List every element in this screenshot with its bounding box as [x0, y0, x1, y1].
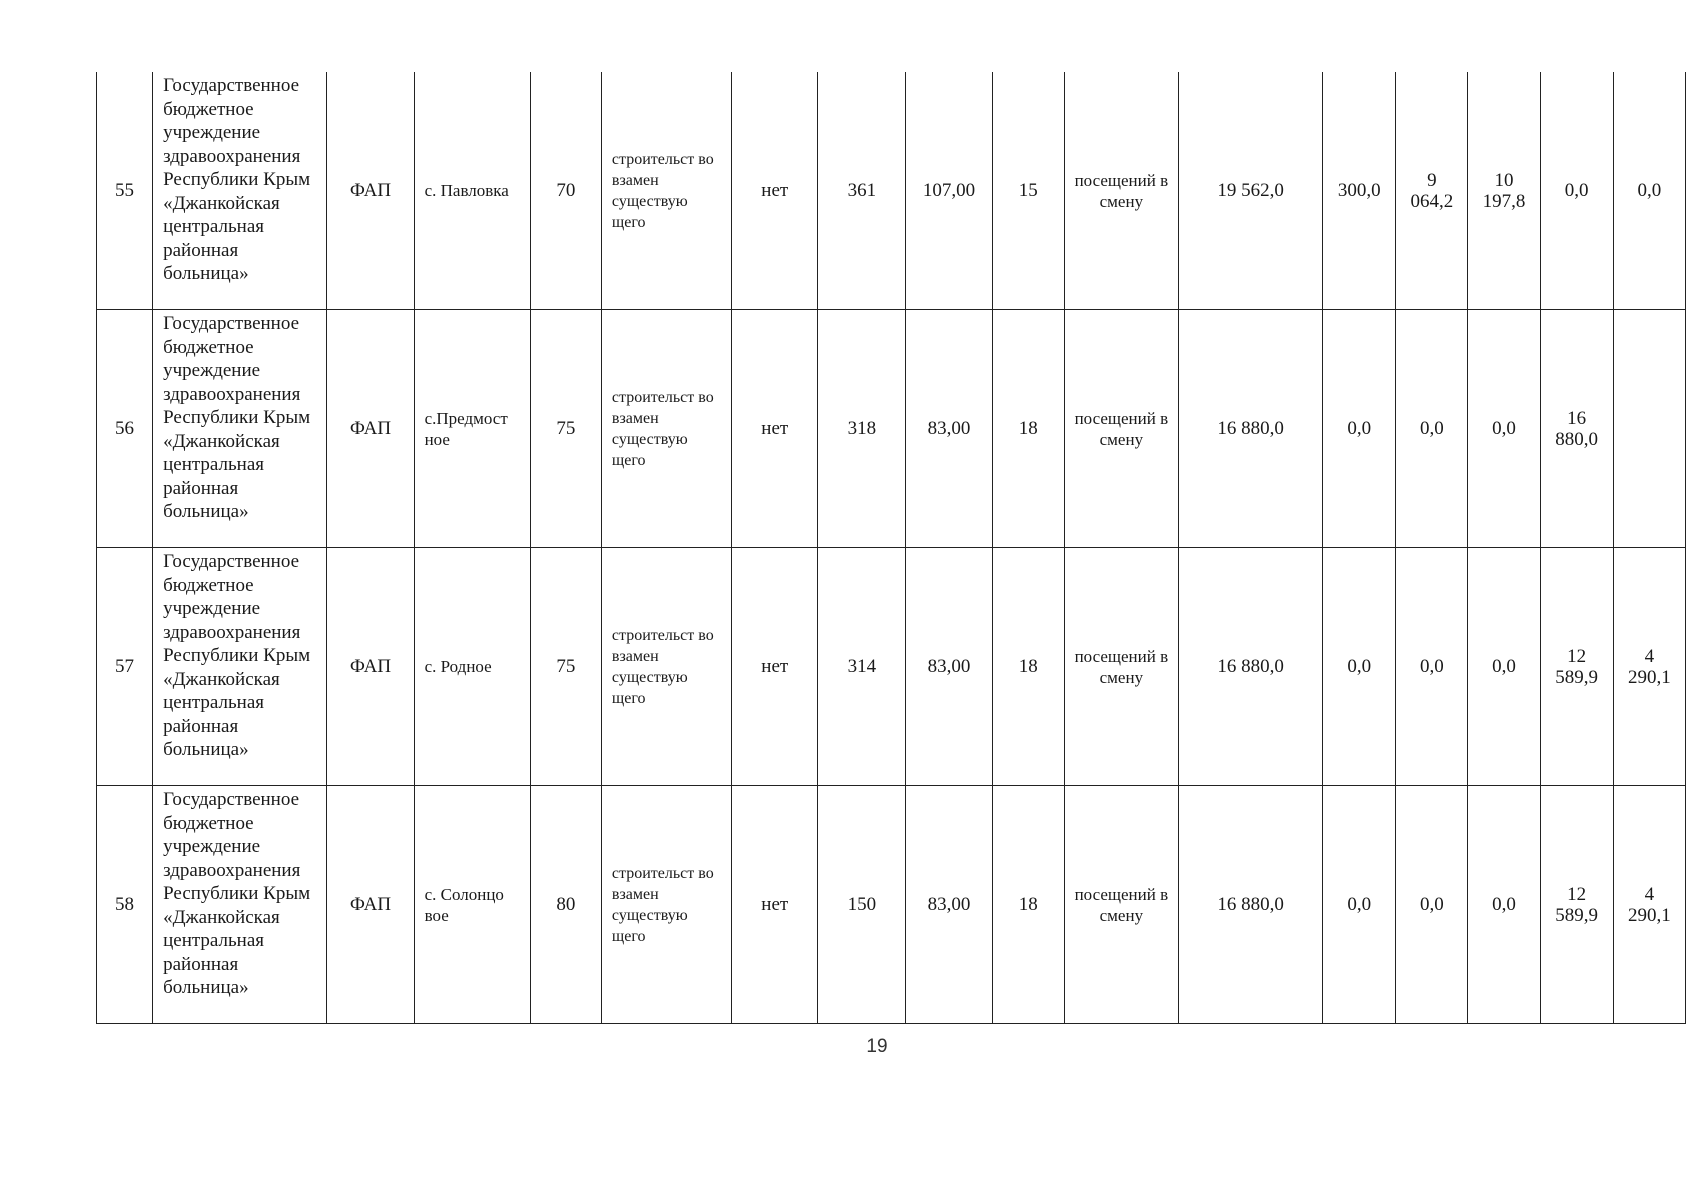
- table-row: [97, 72, 1686, 310]
- capacity-cell: [530, 786, 601, 1024]
- population-cell: [818, 548, 906, 786]
- facility-type-cell: [327, 548, 414, 786]
- population-cell-text: 314: [847, 656, 877, 677]
- existing-cell-text: нет: [761, 656, 789, 677]
- work-type-cell: [601, 786, 731, 1024]
- year-3-value-cell-text: 10 197,8: [1482, 169, 1526, 212]
- table-row: [97, 548, 1686, 786]
- row-number-cell-text: 57: [115, 656, 135, 677]
- capacity-cell: [530, 310, 601, 548]
- year-1-value-cell: [1323, 548, 1396, 786]
- total-cost-cell-text: 19 562,0: [1217, 180, 1284, 201]
- area-cell: [906, 548, 992, 786]
- year-2-value-cell-text: 0,0: [1420, 894, 1444, 915]
- visits-cell-text: 15: [1018, 180, 1038, 201]
- capacity-cell: [530, 72, 601, 310]
- year-3-value-cell: [1468, 310, 1540, 548]
- year-4-value-cell-text: 0,0: [1564, 180, 1589, 201]
- year-2-value-cell-text: 9 064,2: [1410, 169, 1454, 212]
- year-1-value-cell-text: 0,0: [1347, 418, 1372, 439]
- facility-type-cell-text: ФАП: [349, 418, 392, 439]
- year-5-value-cell: [1613, 548, 1685, 786]
- capacity-cell-text: 70: [556, 180, 576, 201]
- population-cell-text: 318: [847, 418, 877, 439]
- year-5-value-cell: [1613, 310, 1685, 548]
- work-type-cell: [601, 548, 731, 786]
- work-type-cell-text: строительст во взамен существую щего: [611, 388, 714, 469]
- location-cell: [414, 72, 530, 310]
- year-3-value-cell-text: 0,0: [1492, 656, 1516, 677]
- capacity-cell-text: 75: [556, 418, 576, 439]
- existing-cell-text: нет: [761, 894, 789, 915]
- location-cell-text: с. Солонцо вое: [424, 884, 504, 925]
- visits-cell: [992, 786, 1064, 1024]
- year-2-value-cell: [1396, 310, 1468, 548]
- facility-type-cell-text: ФАП: [349, 180, 392, 201]
- organization-cell-text: Государственное бюджетное учреждение здравоохранения Республики Крым «Джанкойская центральная районная больница»: [163, 789, 311, 998]
- year-2-value-cell: [1396, 72, 1468, 310]
- total-cost-cell: [1178, 72, 1322, 310]
- organization-cell: [153, 72, 327, 310]
- existing-cell: [732, 310, 818, 548]
- facilities-table: [96, 72, 1686, 1024]
- organization-cell-text: Государственное бюджетное учреждение здравоохранения Республики Крым «Джанкойская центральная районная больница»: [163, 75, 311, 284]
- organization-cell-text: Государственное бюджетное учреждение здравоохранения Республики Крым «Джанкойская центральная районная больница»: [163, 313, 311, 522]
- area-cell: [906, 786, 992, 1024]
- total-cost-cell: [1178, 786, 1322, 1024]
- visits-cell-text: 18: [1018, 656, 1038, 677]
- total-cost-cell-text: 16 880,0: [1217, 894, 1284, 915]
- year-1-value-cell-text: 300,0: [1337, 180, 1381, 201]
- area-cell-text: 83,00: [927, 656, 971, 677]
- facility-type-cell: [327, 72, 414, 310]
- year-5-value-cell-text: 0,0: [1637, 180, 1662, 201]
- area-cell-text: 83,00: [927, 418, 971, 439]
- year-4-value-cell: [1540, 786, 1613, 1024]
- table-body: [97, 72, 1686, 1024]
- location-cell-text: с. Павловка: [424, 181, 509, 200]
- unit-cell-text: посещений в смену: [1074, 408, 1169, 449]
- unit-cell-text: посещений в смену: [1074, 170, 1169, 211]
- area-cell-text: 107,00: [922, 180, 976, 201]
- year-5-value-cell: [1613, 72, 1685, 310]
- population-cell-text: 361: [847, 180, 877, 201]
- organization-cell: [153, 310, 327, 548]
- year-4-value-cell-text: 16 880,0: [1555, 407, 1599, 450]
- location-cell: [414, 310, 530, 548]
- row-number-cell-text: 55: [115, 180, 135, 201]
- year-5-value-cell-text: 4 290,1: [1627, 883, 1671, 926]
- table-row: [97, 310, 1686, 548]
- year-2-value-cell-text: 0,0: [1420, 656, 1444, 677]
- capacity-cell-text: 75: [556, 656, 576, 677]
- visits-cell: [992, 548, 1064, 786]
- year-3-value-cell-text: 0,0: [1492, 894, 1516, 915]
- location-cell-text: с. Родное: [424, 657, 492, 676]
- organization-cell: [153, 786, 327, 1024]
- existing-cell: [732, 72, 818, 310]
- year-1-value-cell: [1323, 72, 1396, 310]
- unit-cell-text: посещений в смену: [1074, 646, 1169, 687]
- organization-cell-text: Государственное бюджетное учреждение здравоохранения Республики Крым «Джанкойская центральная районная больница»: [163, 551, 311, 760]
- population-cell: [818, 786, 906, 1024]
- row-number-cell-text: 56: [115, 418, 135, 439]
- area-cell: [906, 310, 992, 548]
- capacity-cell-text: 80: [556, 894, 576, 915]
- work-type-cell-text: строительст во взамен существую щего: [611, 150, 714, 231]
- row-number-cell: [97, 72, 153, 310]
- year-4-value-cell: [1540, 548, 1613, 786]
- year-3-value-cell: [1468, 786, 1540, 1024]
- year-3-value-cell-text: 0,0: [1492, 418, 1516, 439]
- year-1-value-cell: [1323, 786, 1396, 1024]
- year-3-value-cell: [1468, 72, 1540, 310]
- year-4-value-cell: [1540, 72, 1613, 310]
- facility-type-cell-text: ФАП: [349, 894, 392, 915]
- unit-cell: [1064, 72, 1178, 310]
- unit-cell: [1064, 548, 1178, 786]
- work-type-cell-text: строительст во взамен существую щего: [611, 864, 714, 945]
- unit-cell: [1064, 786, 1178, 1024]
- total-cost-cell-text: 16 880,0: [1217, 656, 1284, 677]
- visits-cell-text: 18: [1018, 418, 1038, 439]
- work-type-cell: [601, 72, 731, 310]
- table-row: [97, 786, 1686, 1024]
- row-number-cell: [97, 310, 153, 548]
- total-cost-cell-text: 16 880,0: [1217, 418, 1284, 439]
- row-number-cell: [97, 548, 153, 786]
- year-5-value-cell: [1613, 786, 1685, 1024]
- year-2-value-cell: [1396, 548, 1468, 786]
- year-2-value-cell: [1396, 786, 1468, 1024]
- year-1-value-cell: [1323, 310, 1396, 548]
- capacity-cell: [530, 548, 601, 786]
- row-number-cell-text: 58: [115, 894, 135, 915]
- year-1-value-cell-text: 0,0: [1347, 894, 1372, 915]
- facility-type-cell: [327, 310, 414, 548]
- unit-cell: [1064, 310, 1178, 548]
- existing-cell-text: нет: [761, 180, 789, 201]
- organization-cell: [153, 548, 327, 786]
- unit-cell-text: посещений в смену: [1074, 884, 1169, 925]
- visits-cell: [992, 310, 1064, 548]
- facility-type-cell-text: ФАП: [349, 656, 392, 677]
- year-1-value-cell-text: 0,0: [1347, 656, 1372, 677]
- population-cell: [818, 72, 906, 310]
- row-number-cell: [97, 786, 153, 1024]
- page-number: 19: [866, 1036, 888, 1057]
- existing-cell-text: нет: [761, 418, 789, 439]
- existing-cell: [732, 548, 818, 786]
- visits-cell-text: 18: [1018, 894, 1038, 915]
- year-3-value-cell: [1468, 548, 1540, 786]
- area-cell: [906, 72, 992, 310]
- work-type-cell-text: строительст во взамен существую щего: [611, 626, 714, 707]
- year-4-value-cell: [1540, 310, 1613, 548]
- location-cell: [414, 786, 530, 1024]
- total-cost-cell: [1178, 310, 1322, 548]
- work-type-cell: [601, 310, 731, 548]
- total-cost-cell: [1178, 548, 1322, 786]
- location-cell-text: с.Предмост ное: [424, 408, 508, 449]
- location-cell: [414, 548, 530, 786]
- existing-cell: [732, 786, 818, 1024]
- year-2-value-cell-text: 0,0: [1420, 418, 1444, 439]
- population-cell: [818, 310, 906, 548]
- area-cell-text: 83,00: [927, 894, 971, 915]
- facility-type-cell: [327, 786, 414, 1024]
- year-4-value-cell-text: 12 589,9: [1555, 645, 1599, 688]
- year-5-value-cell-text: 4 290,1: [1627, 645, 1671, 688]
- year-4-value-cell-text: 12 589,9: [1555, 883, 1599, 926]
- visits-cell: [992, 72, 1064, 310]
- population-cell-text: 150: [847, 894, 877, 915]
